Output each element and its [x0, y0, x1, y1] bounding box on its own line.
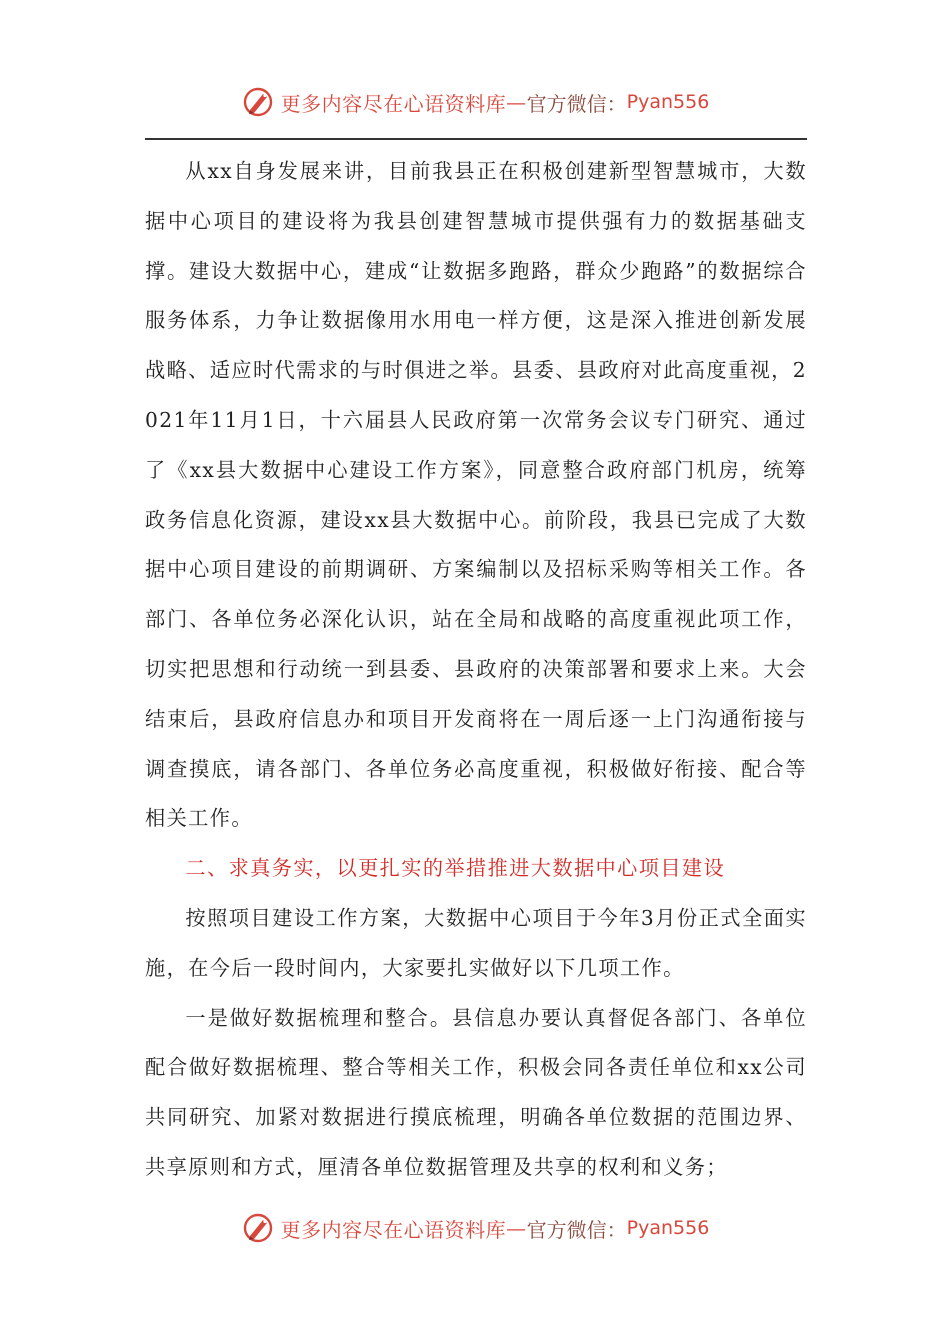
paragraph: 一是做好数据梳理和整合。县信息办要认真督促各部门、各单位配合做好数据梳理、整合等相关工作，积极会同各责任单位和xx公司共同研究、加紧对数据进行摸底梳理，明确各单位数据的范围边界、共享原则和方式，厘清各单位数据管理及共享的权利和义务； — [145, 1005, 807, 1179]
document-body — [145, 147, 807, 1193]
pen-logo-icon — [241, 1211, 275, 1245]
header-divider — [145, 138, 807, 140]
banner-wechat-label: 官方微信： — [526, 91, 627, 116]
header-banner — [0, 82, 950, 122]
banner-separator: — — [506, 90, 527, 114]
paragraph: 从xx自身发展来讲，目前我县正在积极创建新型智慧城市，大数据中心项目的建设将为我县创建智慧城市提供强有力的数据基础支撑。建设大数据中心，建成“让数据多跑路，群众少跑路”的数据综合服务体系，力争让数据像用水用电一样方便，这是深入推进创新发展战略、适应时代需求的与时俱进之举。县委、县政府对此高度重视，2021年11月1日，十六届县人民政府第一次常务会议专门研究、通过了《xx县大数据中心建设工作方案》，同意整合政府部门机房，统筹政务信息化资源，建设xx县大数据中心。前阶段，我县已完成了大数据中心项目建设的前期调研、方案编制以及招标采购等相关工作。各部门、各单位务必深化认识，站在全局和战略的高度重视此项工作，切实把思想和行动统一到县委、县政府的决策部署和要求上来。大会结束后，县政府信息办和项目开发商将在一周后逐一上门沟通衔接与调查摸底，请各部门、各单位务必高度重视，积极做好衔接、配合等相关工作。 — [145, 159, 807, 831]
banner-wechat-id: Pyan556 — [626, 91, 710, 113]
footer-banner — [0, 1208, 950, 1248]
banner-main-text: 更多内容尽在心语资料库 — [280, 91, 507, 116]
paragraph: 按照项目建设工作方案，大数据中心项目于今年3月份正式全面实施，在今后一段时间内，大家要扎实做好以下几项工作。 — [145, 905, 807, 980]
banner-separator: — — [506, 1216, 527, 1240]
section-heading: 二、求真务实，以更扎实的举措推进大数据中心项目建设 — [185, 856, 726, 881]
banner-wechat-label: 官方微信： — [526, 1217, 627, 1242]
banner-wechat-id: Pyan556 — [626, 1217, 710, 1239]
pen-logo-icon — [241, 85, 275, 119]
banner-main-text: 更多内容尽在心语资料库 — [280, 1217, 507, 1242]
